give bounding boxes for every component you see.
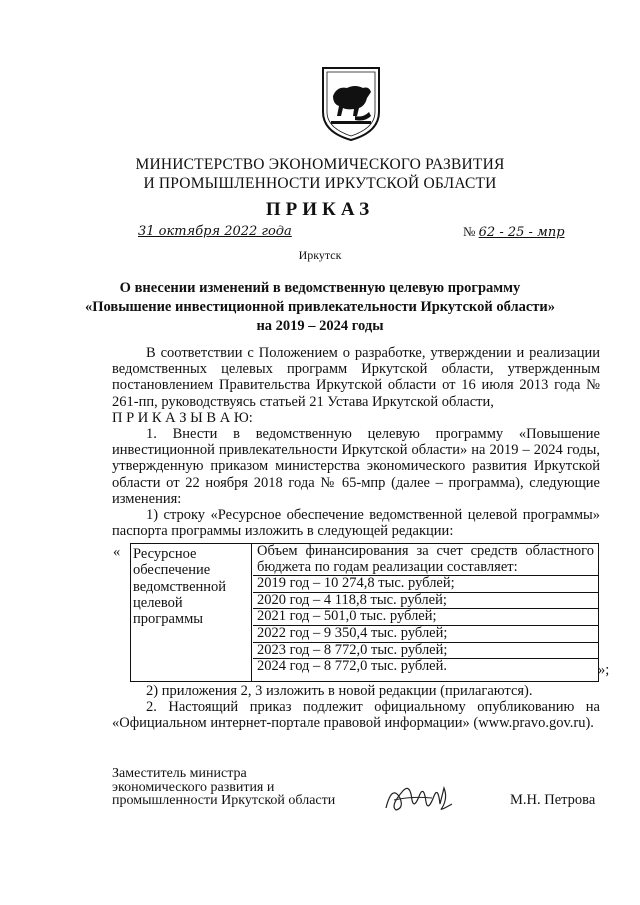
preamble: В соответствии с Положением о разработке, утверждении и реализации ведомственных целевых программ Иркутской области, утвержденным постановлением Правительства Иркутской области от 16 июля 2013 года № 261-пп, руководствуясь статьей 21 Устава Иркутской области, (112, 345, 600, 410)
handwritten-signature (382, 778, 462, 818)
left-cell-line: обеспечение (133, 562, 211, 579)
table-left-cell (131, 544, 252, 681)
item-2: 2. Настоящий приказ подлежит официальному опубликованию на «Официальном интернет-портале правовой информации» (www.pravo.gov.ru). (112, 699, 600, 732)
subject-line-1: О внесении изменений в ведомственную целевую программу (119, 280, 521, 296)
resource-table (130, 543, 599, 682)
number-prefix: № (463, 224, 476, 239)
quote-close: »; (598, 662, 610, 678)
left-cell-line: целевой (133, 594, 183, 611)
subject-line-2: «Повышение инвестиционной привлекательности Иркутской области» (84, 299, 556, 315)
table-right-cell (253, 544, 598, 681)
subject-line-3: на 2019 – 2024 годы (256, 318, 384, 334)
number-value: 62 - 25 - мпр (478, 225, 565, 240)
order-date: 31 октября 2022 года (138, 224, 292, 239)
item-1: 1. Внести в ведомственную целевую программу «Повышение инвестиционной привлекательности Иркутской области» на 2019 – 2024 годы, утвержденную приказом министерства экономического развития Иркутской области от 22 ноября 2018 года № 65-мпр (далее – программа), следующие изменения: (112, 426, 600, 507)
signer-name: М.Н. Петрова (510, 792, 596, 808)
coat-of-arms-icon (321, 66, 381, 142)
table-row: 2020 год – 4 118,8 тыс. рублей; (253, 593, 598, 610)
order-word: П Р И К А З Ы В А Ю: (112, 409, 253, 426)
quote-open: « (113, 544, 121, 560)
signer-title (112, 767, 335, 808)
order-number (463, 224, 565, 240)
table-row: 2022 год – 9 350,4 тыс. рублей; (253, 626, 598, 643)
table-row: Объем финансирования за счет средств областного бюджета по годам реализации составляет: (253, 544, 598, 576)
item-1-1: 1) строку «Ресурсное обеспечение ведомственной целевой программы» паспорта программы изложить в следующей редакции: (112, 507, 600, 540)
document-type: ПРИКАЗ (265, 199, 375, 220)
signer-title-line-1: Заместитель министра (112, 766, 247, 781)
table-row: 2019 год – 10 274,8 тыс. рублей; (253, 576, 598, 593)
left-cell-line: ведомственной (133, 578, 227, 595)
left-cell-line: Ресурсное (133, 546, 197, 562)
ministry-name (0, 155, 640, 193)
table-row: 2024 год – 8 772,0 тыс. рублей. (257, 658, 448, 675)
order-subject (40, 279, 600, 336)
order-body (112, 345, 600, 539)
order-body-continued (112, 683, 600, 732)
city: Иркутск (298, 248, 342, 262)
signer-title-line-3: промышленности Иркутской области (112, 793, 336, 808)
table-row: 2023 год – 8 772,0 тыс. рублей; (253, 643, 598, 660)
item-1-2: 2) приложения 2, 3 изложить в новой редакции (прилагаются). (146, 683, 533, 699)
ministry-line-1: МИНИСТЕРСТВО ЭКОНОМИЧЕСКОГО РАЗВИТИЯ (135, 156, 505, 173)
table-row: 2021 год – 501,0 тыс. рублей; (253, 609, 598, 626)
ministry-line-2: И ПРОМЫШЛЕННОСТИ ИРКУТСКОЙ ОБЛАСТИ (143, 175, 497, 192)
left-cell-line: программы (133, 611, 203, 628)
signer-title-line-2: экономического развития и (112, 779, 275, 795)
